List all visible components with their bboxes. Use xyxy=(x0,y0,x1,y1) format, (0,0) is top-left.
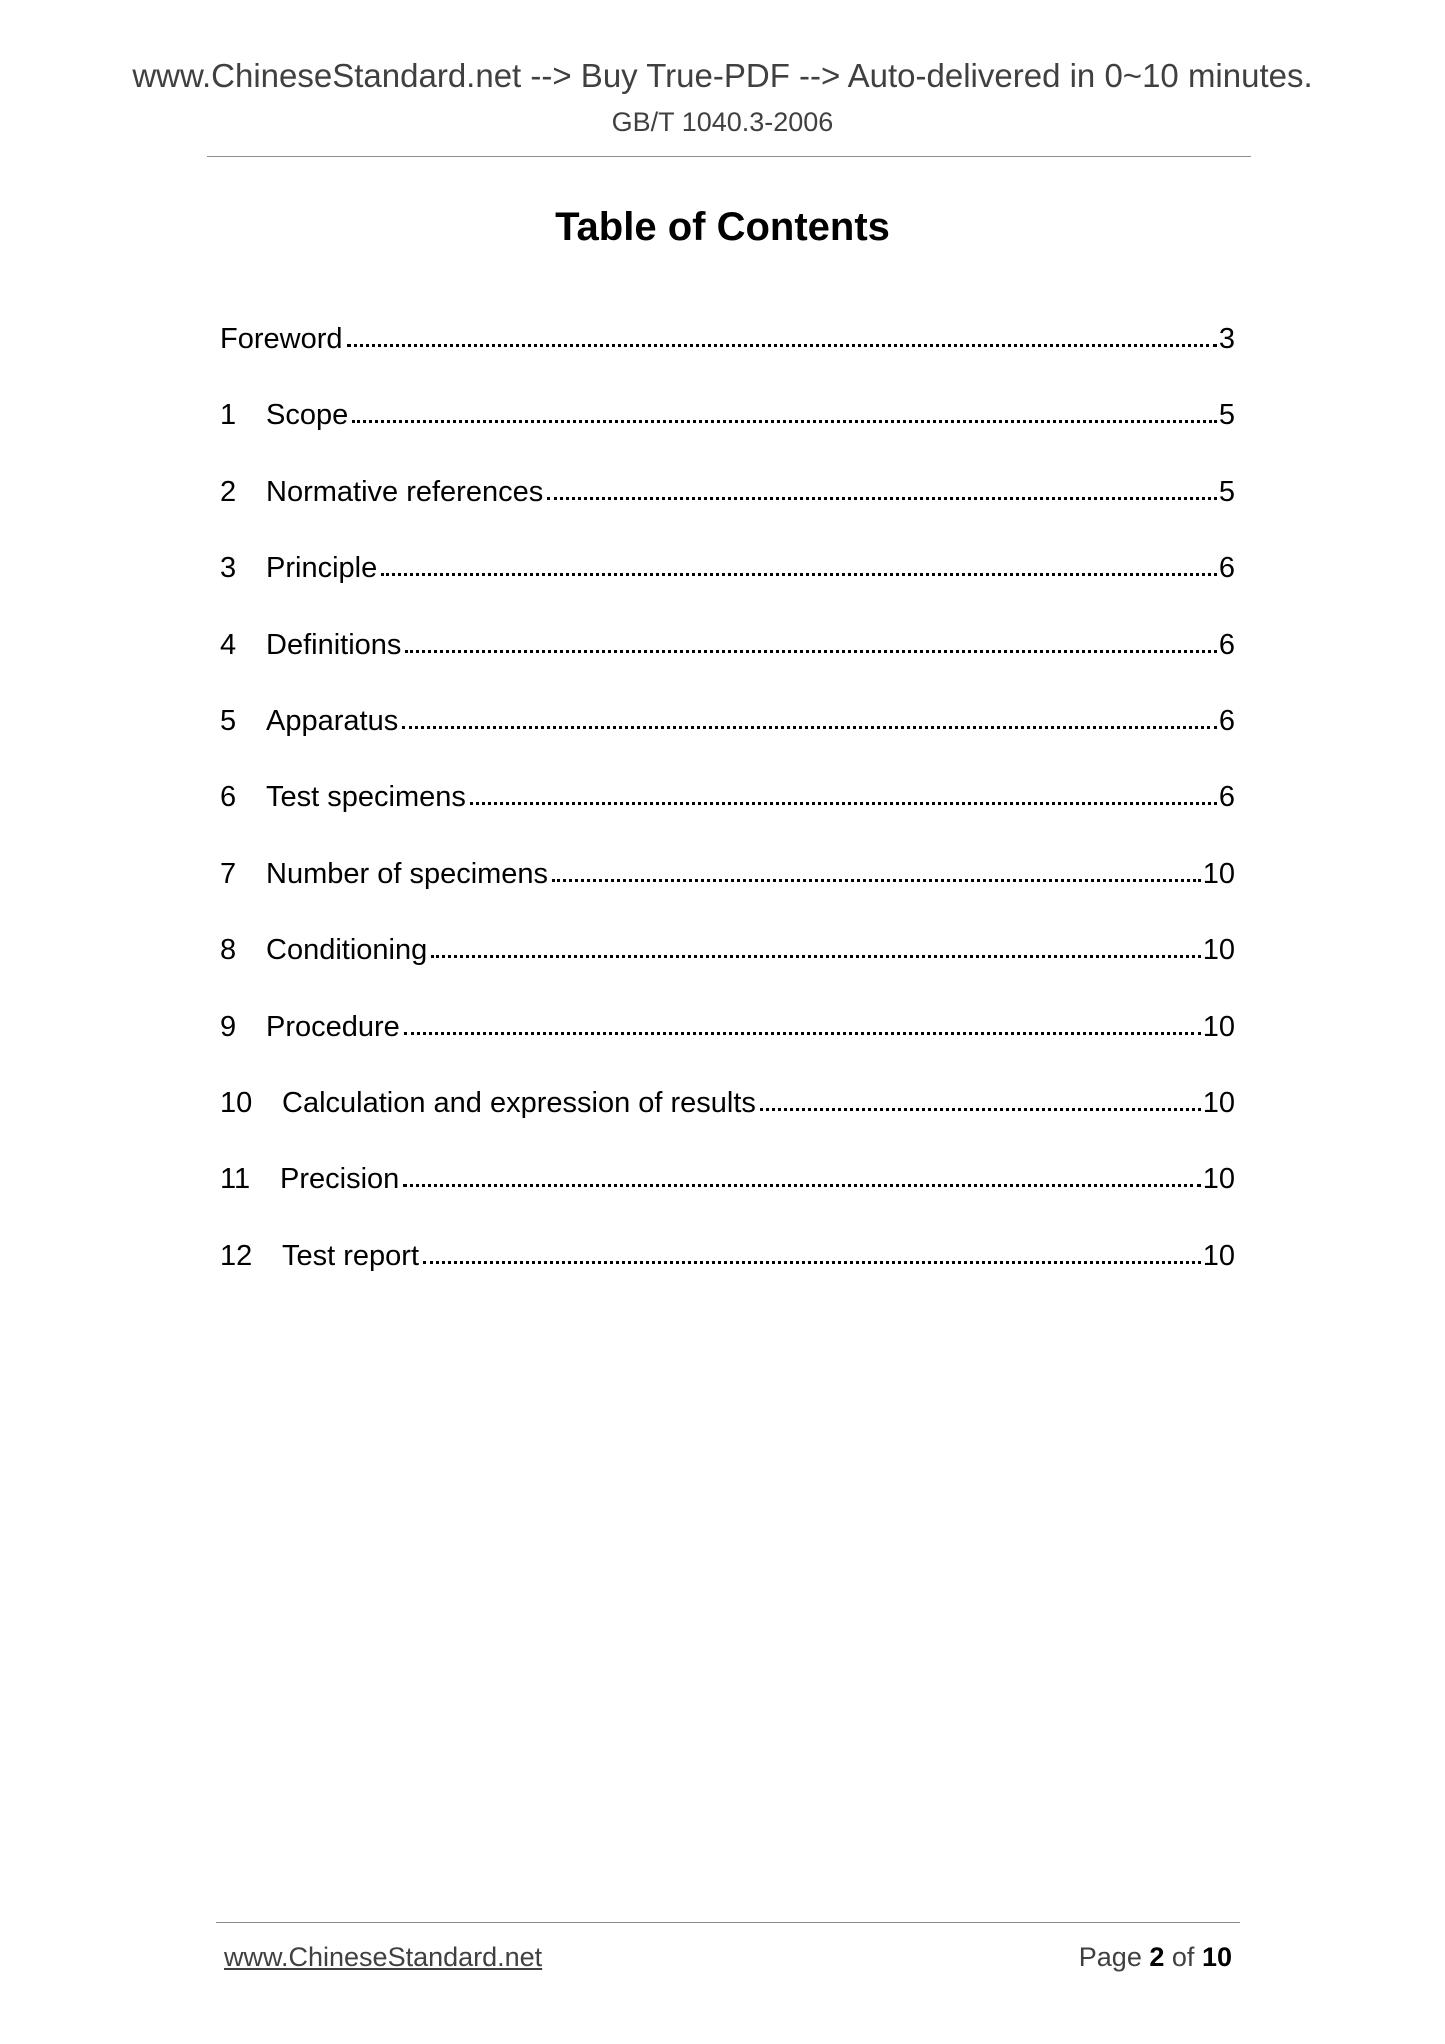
page-prefix: Page xyxy=(1078,1942,1142,1972)
toc-entry-label: Normative references xyxy=(266,475,544,508)
toc-entry-number: 1 xyxy=(220,399,237,432)
toc-entry-principle[interactable] xyxy=(220,547,1235,623)
toc-entry-label: Test specimens xyxy=(266,781,466,814)
toc-entry-label: Principle xyxy=(266,552,378,585)
toc-entry-number: 9 xyxy=(220,1010,237,1043)
toc-entry-page: 10 xyxy=(1202,857,1235,890)
toc-entry-page: 10 xyxy=(1202,1239,1235,1272)
toc-entry-page: 3 xyxy=(1218,323,1235,355)
toc-entry-number: 8 xyxy=(220,934,237,967)
toc-entry-label: Apparatus xyxy=(266,704,399,737)
toc-entry-number: 5 xyxy=(220,704,237,737)
toc-dot-leader xyxy=(347,318,1217,348)
toc-entry-page: 10 xyxy=(1202,1163,1235,1196)
toc-dot-leader xyxy=(760,1082,1201,1112)
document-id: GB/T 1040.3-2006 xyxy=(611,107,834,137)
toc-entry-number: 4 xyxy=(220,628,237,661)
toc-dot-leader xyxy=(402,700,1217,730)
toc-entry-conditioning[interactable] xyxy=(220,929,1235,1005)
toc-entry-test-specimens[interactable] xyxy=(220,776,1235,852)
toc-entry-label: Calculation and expression of results xyxy=(282,1086,756,1119)
toc-entry-label: Test report xyxy=(282,1239,419,1272)
toc-entry-label: Scope xyxy=(266,399,349,432)
toc-entry-page: 6 xyxy=(1218,704,1235,737)
footer-page-number xyxy=(1079,1940,1232,1974)
toc-entry-definitions[interactable] xyxy=(220,624,1235,700)
page-of: of xyxy=(1171,1942,1195,1972)
toc-entry-procedure[interactable] xyxy=(220,1006,1235,1082)
toc-dot-leader xyxy=(423,1235,1201,1265)
toc-dot-leader xyxy=(403,1158,1200,1188)
toc-dot-leader xyxy=(405,624,1216,654)
toc-entry-foreword[interactable] xyxy=(220,318,1235,394)
toc-dot-leader xyxy=(470,776,1217,806)
toc-entry-label: Definitions xyxy=(266,628,402,661)
toc-entry-number: 3 xyxy=(220,552,237,585)
toc-entry-page: 6 xyxy=(1218,628,1235,661)
toc-entry-page: 10 xyxy=(1202,934,1235,967)
header-banner: www.ChineseStandard.net --> Buy True-PDF --> Auto-delivered in 0~10 minutes. xyxy=(132,57,1313,94)
toc-entry-page: 5 xyxy=(1218,399,1235,432)
toc-entry-page: 10 xyxy=(1202,1086,1235,1119)
toc-entry-label: Precision xyxy=(280,1163,400,1196)
page-total: 10 xyxy=(1201,1942,1232,1972)
toc-entry-label: Procedure xyxy=(266,1010,400,1043)
toc-list xyxy=(220,318,1235,1311)
toc-entry-precision[interactable] xyxy=(220,1158,1235,1234)
footer-divider xyxy=(216,1922,1240,1923)
toc-dot-leader xyxy=(552,853,1201,883)
toc-entry-scope[interactable] xyxy=(220,394,1235,470)
header-divider xyxy=(207,156,1251,157)
toc-entry-label: Conditioning xyxy=(266,934,428,967)
toc-entry-test-report[interactable] xyxy=(220,1235,1235,1311)
toc-entry-label: Number of specimens xyxy=(266,857,549,890)
toc-dot-leader xyxy=(381,547,1217,577)
toc-dot-leader xyxy=(431,929,1201,959)
page-current: 2 xyxy=(1149,1942,1165,1972)
footer-website-link[interactable]: www.ChineseStandard.net xyxy=(224,1942,543,1972)
toc-entry-page: 5 xyxy=(1218,475,1235,508)
toc-title: Table of Contents xyxy=(555,205,890,249)
toc-entry-calculation-and-expression-of-results[interactable] xyxy=(220,1082,1235,1158)
toc-dot-leader xyxy=(352,394,1217,424)
toc-entry-number: 2 xyxy=(220,475,237,508)
toc-entry-number-of-specimens[interactable] xyxy=(220,853,1235,929)
toc-dot-leader xyxy=(404,1006,1201,1036)
toc-entry-number: 7 xyxy=(220,857,237,890)
toc-dot-leader xyxy=(547,471,1217,501)
toc-entry-label: Foreword xyxy=(220,323,343,355)
toc-entry-normative-references[interactable] xyxy=(220,471,1235,547)
toc-entry-number: 10 xyxy=(220,1086,253,1119)
toc-entry-number: 12 xyxy=(220,1239,253,1272)
toc-entry-number: 6 xyxy=(220,781,237,814)
toc-entry-page: 6 xyxy=(1218,781,1235,814)
toc-entry-page: 10 xyxy=(1202,1010,1235,1043)
toc-entry-apparatus[interactable] xyxy=(220,700,1235,776)
toc-entry-page: 6 xyxy=(1218,552,1235,585)
toc-entry-number: 11 xyxy=(220,1163,251,1196)
